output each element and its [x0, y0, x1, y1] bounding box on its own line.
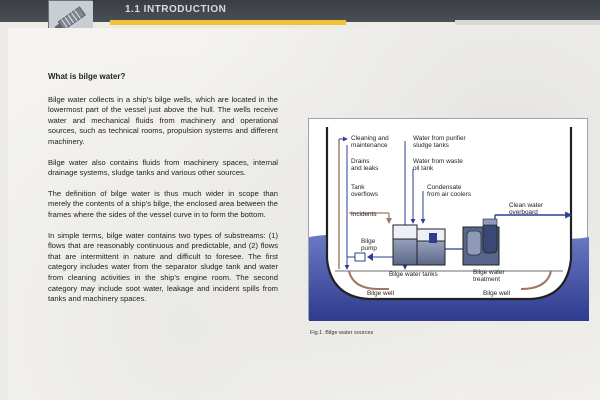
label-bilge-well-left: Bilge well	[367, 290, 394, 297]
label-bilge-water-tanks: Bilge water tanks	[389, 271, 438, 278]
label-drains-2: and leaks	[351, 165, 379, 172]
title-underline-right	[455, 20, 600, 25]
label-tank-1: Tank	[351, 184, 365, 191]
label-cleaning-1: Cleaning and	[351, 135, 389, 142]
label-purifier-1: Water from purifier	[413, 135, 466, 142]
bilge-water-diagram	[308, 118, 588, 320]
label-waste-1: Water from waste	[413, 158, 463, 165]
figure-caption: Fig.1. Bilge water sources	[310, 330, 374, 336]
label-bilge-pump-2: pump	[361, 245, 377, 252]
paragraph-4: In simple terms, bilge water contains two types of substreams: (1) flows that are reasonably continuous and predictable, and (2) flows that are intermittent in nature and difficult to foresee. The first category includes water from the separator sludge tank and water from cleaning activities in the ship’s engine room. The second category may include soot water, leakage and incident spills from tanks and machinery spaces.	[48, 230, 278, 304]
article-text	[48, 72, 278, 315]
label-purifier-2: sludge tanks	[413, 142, 449, 149]
label-treatment-2: treatment	[473, 276, 500, 283]
title-underline	[110, 20, 346, 25]
label-condensate-1: Condensate	[427, 184, 462, 191]
label-cleaning-2: maintenance	[351, 142, 388, 149]
label-incidents: Incidents	[351, 211, 377, 218]
label-drains-1: Drains	[351, 158, 370, 165]
label-clean-water-1: Clean water	[509, 202, 544, 209]
label-tank-2: overflows	[351, 191, 378, 198]
label-condensate-2: from air coolers	[427, 191, 472, 198]
paragraph-2: Bilge water also contains fluids from machinery spaces, internal drainage systems, sludge tanks and various other sources.	[48, 157, 278, 178]
section-title: 1.1 INTRODUCTION	[125, 4, 227, 15]
label-waste-2: oil tank	[413, 165, 434, 172]
paragraph-1: Bilge water collects in a ship’s bilge wells, which are located in the lowermost part of the vessel just above the hull. The wells receive water and mechanical fluids from machinery and operational sources, such as technical rooms, propulsion systems and different machinery.	[48, 94, 278, 146]
bilge-pump-shape	[355, 253, 365, 261]
paragraph-3: The definition of bilge water is thus much wider in scope than merely the contents of a ship’s bilge, the enclosed area between the frames where the sides of the vessel curve in to form the bottom.	[48, 188, 278, 219]
label-bilge-pump-1: Bilge	[361, 238, 376, 245]
label-clean-water-2: overboard	[509, 209, 538, 216]
label-bilge-well-right: Bilge well	[483, 290, 510, 297]
article-heading: What is bilge water?	[48, 72, 126, 81]
label-treatment-1: Bilge water	[473, 269, 505, 276]
